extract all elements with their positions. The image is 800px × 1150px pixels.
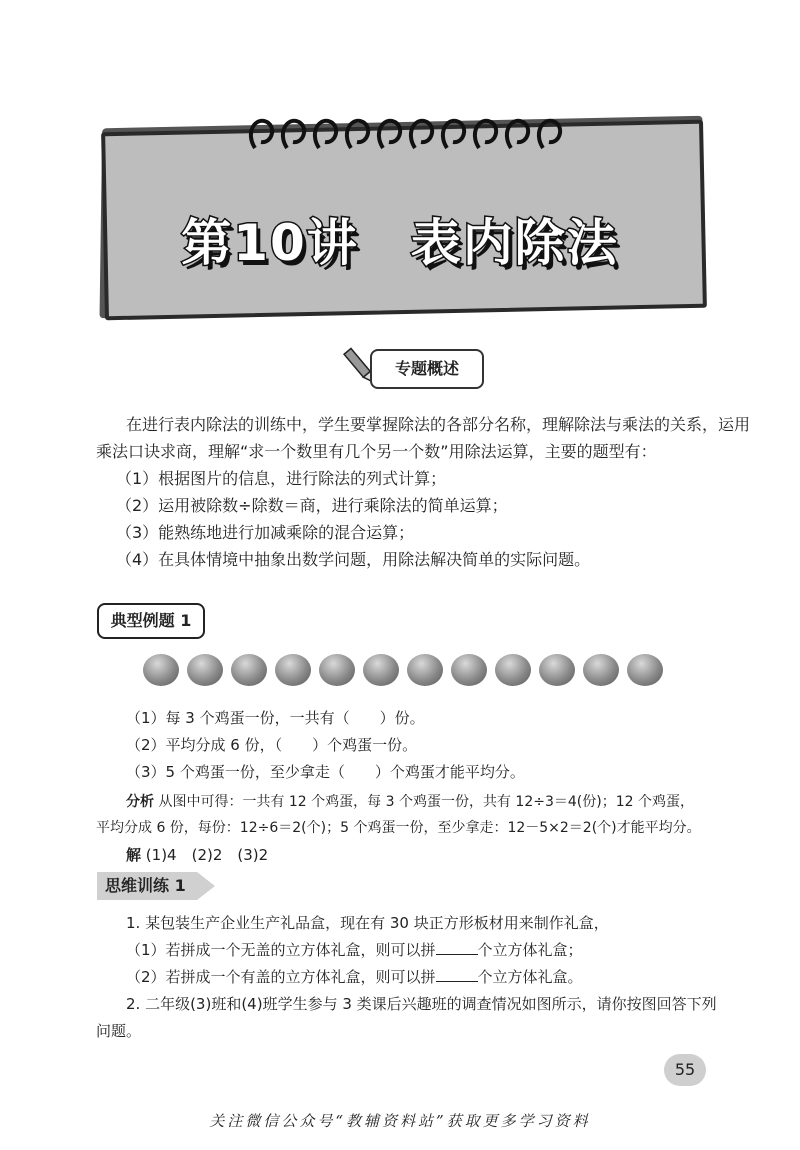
example-question-1 [126, 707, 425, 728]
problem-1b-part-a: （2）若拼成一个有盖的立方体礼盒，则可以拼 [126, 968, 436, 986]
question-2-part-b: ）个鸡蛋一份。 [312, 736, 418, 754]
problem-1b-part-b: 个立方体礼盒。 [477, 968, 583, 986]
solution-text: (1)4 (2)2 (3)2 [145, 846, 269, 864]
intro-line-1: 在进行表内除法的训练中，学生要掌握除法的各部分名称，理解除法与乘法的关系，运用 [126, 415, 751, 434]
training-problem-1b [126, 966, 583, 987]
analysis-label: 分析 [126, 794, 154, 810]
footer-note: 关注微信公众号“教辅资料站”获取更多学习资料 [209, 1112, 591, 1130]
chapter-title: 第10讲 表内除法 [181, 214, 619, 272]
example-question-3 [126, 761, 525, 782]
egg-image [231, 654, 267, 686]
intro-item-2: （2）运用被除数÷除数＝商，进行乘除法的简单运算； [116, 496, 508, 515]
analysis-text-1: 从图中可得：一共有 12 个鸡蛋，每 3 个鸡蛋一份，共有 12÷3＝4(份)；12 个鸡蛋， [158, 794, 694, 810]
intro-item-3: （3）能熟练地进行加减乘除的混合运算； [116, 523, 415, 542]
egg-image [143, 654, 179, 686]
egg-image [187, 654, 223, 686]
egg-image [319, 654, 355, 686]
analysis-line-2: 平均分成 6 份，每份：12÷6＝2(个)；5 个鸡蛋一份，至少拿走：12－5×2＝2(个)才能平均分。 [96, 820, 701, 836]
egg-image [495, 654, 531, 686]
problem-1a-part-a: （1）若拼成一个无盖的立方体礼盒，则可以拼 [126, 941, 436, 959]
training-problem-1: 1. 某包装生产企业生产礼品盒，现在有 30 块正方形板材用来制作礼盒， [126, 914, 609, 932]
page-number: 55 [664, 1054, 706, 1086]
egg-image [363, 654, 399, 686]
egg-image [539, 654, 575, 686]
question-1-part-b: ）份。 [379, 709, 425, 727]
chapter-banner [95, 108, 705, 318]
egg-row [143, 654, 663, 694]
egg-image [407, 654, 443, 686]
egg-image [275, 654, 311, 686]
question-3-part-a: （3）5 个鸡蛋一份，至少拿走（ [126, 763, 345, 781]
training-problem-2: 2. 二年级(3)班和(4)班学生参与 3 类课后兴趣班的调查情况如图所示，请你按图回答下列 [126, 995, 717, 1013]
binder-rings-icon [245, 108, 575, 168]
egg-image [583, 654, 619, 686]
solution-line [126, 844, 268, 865]
question-1-part-a: （1）每 3 个鸡蛋一份，一共有（ [126, 709, 350, 727]
intro-item-1: （1）根据图片的信息，进行除法的列式计算； [116, 469, 447, 488]
question-2-part-a: （2）平均分成 6 份，（ [126, 736, 283, 754]
training-arrow-icon [197, 872, 215, 900]
example-label: 典型例题 1 [97, 603, 205, 639]
answer-blank[interactable] [436, 981, 478, 982]
analysis-line-1 [126, 791, 694, 811]
training-problem-2-cont: 问题。 [96, 1022, 142, 1040]
training-label: 思维训练 1 [97, 872, 197, 900]
answer-blank[interactable] [436, 954, 478, 955]
egg-image [451, 654, 487, 686]
section-label: 专题概述 [370, 349, 484, 389]
problem-1a-part-b: 个立方体礼盒； [477, 941, 583, 959]
intro-item-4: （4）在具体情境中抽象出数学问题，用除法解决简单的实际问题。 [116, 550, 591, 569]
section-tag [340, 345, 459, 393]
example-question-2 [126, 734, 417, 755]
solution-label: 解 [126, 846, 142, 864]
intro-line-2: 乘法口诀求商，理解“求一个数里有几个另一个数”用除法运算，主要的题型有： [96, 442, 657, 461]
question-3-part-b: ）个鸡蛋才能平均分。 [374, 763, 525, 781]
training-problem-1a [126, 939, 583, 960]
egg-image [627, 654, 663, 686]
